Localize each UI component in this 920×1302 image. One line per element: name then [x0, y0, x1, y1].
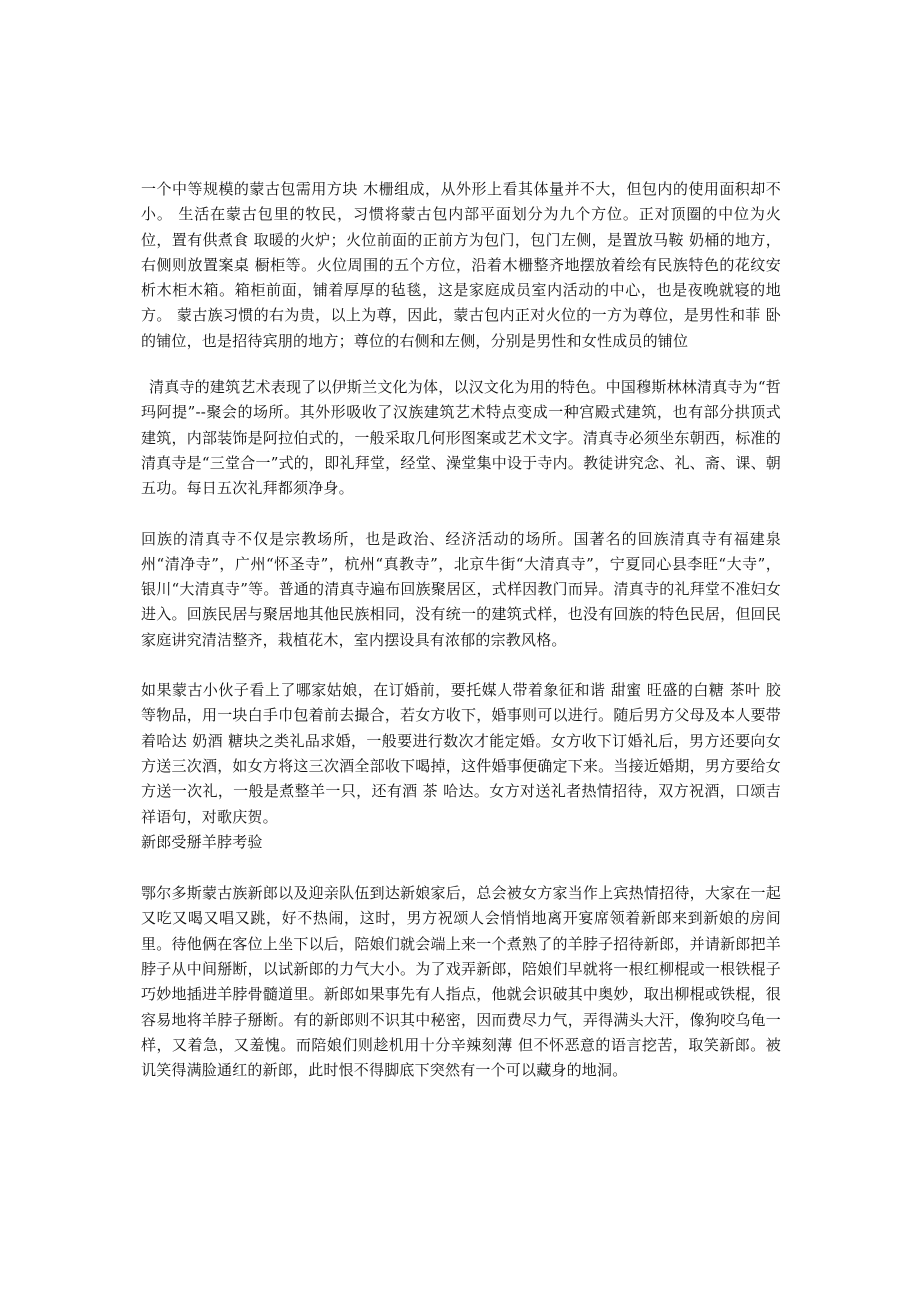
section-heading: 新郎受掰羊脖考验	[141, 832, 263, 851]
paragraph-mosque-architecture: 清真寺的建筑艺术表现了以伊斯兰文化为体，以汉文化为用的特色。中国穆斯林林清真寺为“哲玛阿提”--聚会的场所。其外形吸收了汉族建筑艺术特点变成一种宫殿式建筑，也有部分拱顶式建筑，内部装饰是阿拉伯式的，一般采取几何形图案或艺术文字。清真寺必须坐东朝西，标准的清真寺是“三堂合一”式的，即礼拜堂，经堂、澡堂集中设于寺内。教徒讲究念、礼、斋、课、朝五功。每日五次礼拜都须净身。	[141, 378, 781, 498]
paragraph-mongolian-yurt: 一个中等规模的蒙古包需用方块 木栅组成，从外形上看其体量并不大，但包内的使用面积却不小。 生活在蒙古包里的牧民，习惯将蒙古包内部平面划分为九个方位。正对顶圈的中位为火位，置有供煮食 取暖的火炉；火位前面的正前方为包门，包门左侧，是置放马鞍 奶桶的地方，右侧则放置案桌 橱柜等。火位周围的五个方位，沿着木栅整齐地摆放着绘有民族特色的花纹安析木柜木箱。箱柜前面，铺着厚厚的毡毯，这是家庭成员室内活动的中心，也是夜晚就寝的地方。 蒙古族习惯的右为贵，以上为尊，因此，蒙古包内正对火位的一方为尊位，是男性和菲 卧的铺位，也是招待宾朋的地方；尊位的右侧和左侧，分别是男性和女性成员的铺位	[141, 180, 781, 350]
document-body	[141, 177, 781, 1084]
paragraph-mongolian-engagement: 如果蒙古小伙子看上了哪家姑娘，在订婚前，要托媒人带着象征和谐 甜蜜 旺盛的白糖 茶叶 胶等物品，用一块白手巾包着前去撮合，若女方收下，婚事则可以进行。随后男方父母及本人要带着哈达 奶酒 糖块之类礼品求婚，一般要进行数次才能定婚。女方收下订婚礼后，男方还要向女方送三次酒，如女方将这三次酒全部收下喝掉，这件婚事便确定下来。当接近婚期，男方要给女方送一次礼，一般是煮整羊一只，还有酒 茶 哈达。女方对送礼者热情招待，双方祝酒，口颂吉祥语句，对歌庆贺。	[141, 681, 781, 826]
paragraph-hui-mosques: 回族的清真寺不仅是宗教场所，也是政治、经济活动的场所。国著名的回族清真寺有福建泉州“清净寺”，广州“怀圣寺”，杭州“真教寺”，北京牛街“大清真寺”，宁夏同心县李旺“大寺”，银川“大清真寺”等。普通的清真寺遍布回族聚居区，式样因教门而异。清真寺的礼拜堂不准妇女进入。回族民居与聚居地其他民族相同，没有统一的建筑式样，也没有回族的特色民居，但回民家庭讲究清洁整齐，栽植花木，室内摆设具有浓郁的宗教风格。	[141, 529, 781, 649]
paragraph-groom-test: 鄂尔多斯蒙古族新郎以及迎亲队伍到达新娘家后，总会被女方家当作上宾热情招待，大家在一起又吃又喝又唱又跳，好不热闹，这时，男方祝颂人会悄悄地离开宴席领着新郎来到新娘的房间里。待他俩在客位上坐下以后，陪娘们就会端上来一个煮熟了的羊脖子招待新郎，并请新郎把羊脖子从中间掰断，以试新郎的力气大小。为了戏弄新郎，陪娘们早就将一根红柳棍或一根铁棍子巧妙地插进羊脖骨髓道里。新郎如果事先有人指点，他就会识破其中奥妙，取出柳棍或铁棍，很容易地将羊脖子掰断。有的新郎则不识其中秘密，因而费尽力气，弄得满头大汗，像狗咬乌龟一样，又着急，又羞愧。而陪娘们则趁机用十分辛辣刻薄 但不怀恶意的语言挖苦，取笑新郎。被讥笑得满脸通红的新郎，此时恨不得脚底下突然有一个可以藏身的地洞。	[141, 884, 781, 1080]
